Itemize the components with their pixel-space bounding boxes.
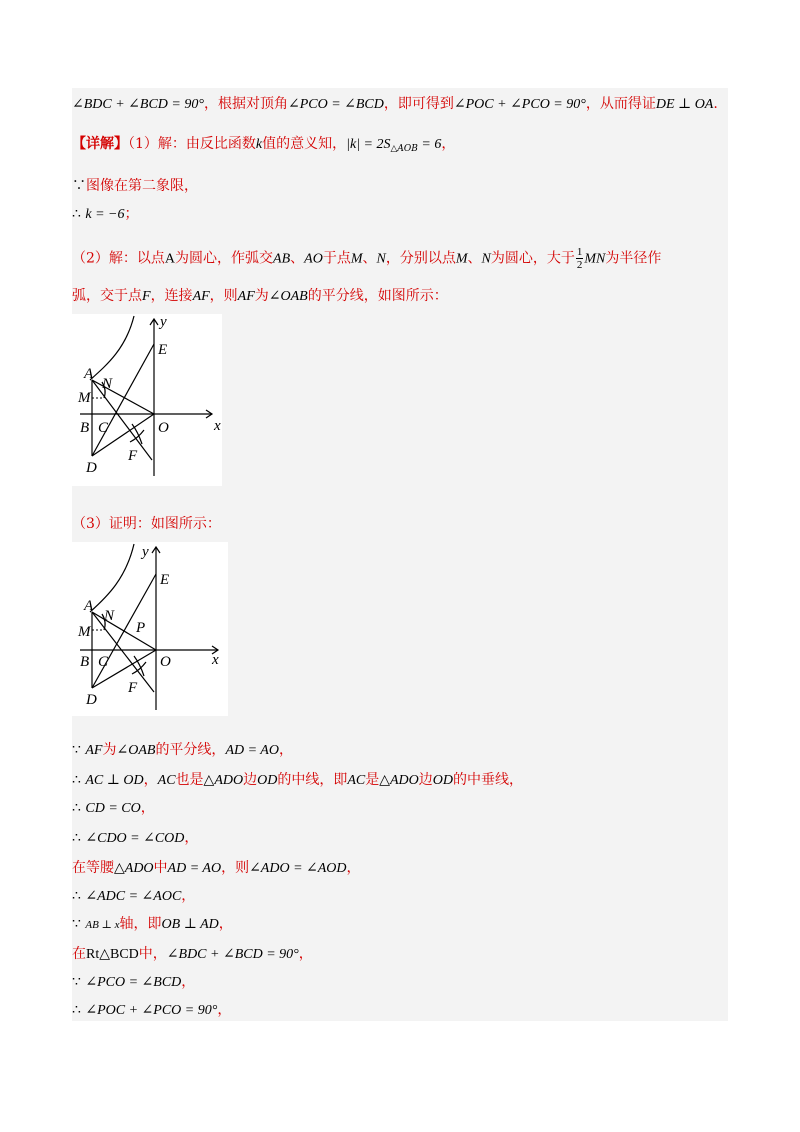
line-13: ∴ ∠ADC = ∠AOC，	[72, 888, 196, 904]
label-M: M	[78, 390, 91, 406]
line-5: （2）解：以点A为圆心，作弧交AB、AO于点M、N，分别以点M、N为圆心，大于 $\frac{1}{2}$ MN为半径作	[72, 246, 662, 271]
line-7: （3）证明：如图所示：	[72, 516, 221, 532]
line-16: ∵ ∠PCO = ∠BCD，	[72, 974, 196, 990]
line-17: ∴ ∠POC + ∠PCO = 90°，	[72, 1002, 232, 1018]
label-x: x	[214, 418, 221, 434]
label-M: M	[78, 624, 91, 640]
figure-1-diagram	[72, 314, 222, 486]
label-y: y	[160, 314, 167, 330]
label-E: E	[160, 572, 170, 588]
line-3: ∵图像在第二象限，	[72, 178, 198, 194]
label-D: D	[86, 460, 97, 476]
line-1: ∠BDC + ∠BCD = 90°，根据对顶角∠PCO = ∠BCD，即可得到∠POC + ∠PCO = 90°，从而得证DE ⊥ OA.	[72, 96, 718, 112]
line-8: ∵ AF为∠OAB的平分线，AD = AO，	[72, 742, 293, 758]
label-x: x	[212, 652, 219, 668]
figure-2-diagram	[72, 542, 228, 716]
line-2: 【详解】（1）解：由反比函数k值的意义知，$|k| = 2S_{\triangle AOB} = 6$，	[72, 136, 456, 154]
line-6: 弧，交于点F，连接AF，则AF为∠OAB的平分线，如图所示：	[72, 288, 448, 304]
label-A: A	[84, 366, 94, 382]
line-11: ∴ ∠CDO = ∠COD，	[72, 830, 199, 846]
label-C: C	[98, 420, 109, 436]
label-A: A	[84, 598, 94, 614]
label-O: O	[160, 654, 171, 670]
label-P: P	[136, 620, 146, 636]
label-F: F	[128, 448, 138, 464]
figure-1	[72, 314, 222, 486]
label-N: N	[102, 376, 113, 392]
label-y: y	[142, 544, 149, 560]
line-15: 在Rt△BCD中，∠BDC + ∠BCD = 90°，	[72, 946, 313, 962]
label-B: B	[80, 420, 90, 436]
fraction-one-half: $\frac{1}{2}$	[576, 246, 583, 271]
label-B: B	[80, 654, 90, 670]
solution-panel	[72, 88, 728, 1021]
label-D: D	[86, 692, 97, 708]
line-12: 在等腰△ADO中AD = AO，则∠ADO = ∠AOD，	[72, 860, 361, 876]
label-F: F	[128, 680, 138, 696]
line-9: ∴ AC ⊥ OD，AC也是△ADO边OD的中线，即AC是△ADO边OD的中垂线，	[72, 772, 523, 788]
line-10: ∴ CD = CO，	[72, 800, 155, 816]
line-14: ∵ AB ⊥ x轴，即OB ⊥ AD，	[72, 916, 233, 932]
detail-tag: 【详解】	[72, 136, 128, 152]
label-E: E	[158, 342, 168, 358]
label-N: N	[104, 608, 115, 624]
figure-2	[72, 542, 228, 716]
line-4: ∴ k = −6；	[72, 206, 139, 222]
label-C: C	[98, 654, 109, 670]
label-O: O	[158, 420, 169, 436]
